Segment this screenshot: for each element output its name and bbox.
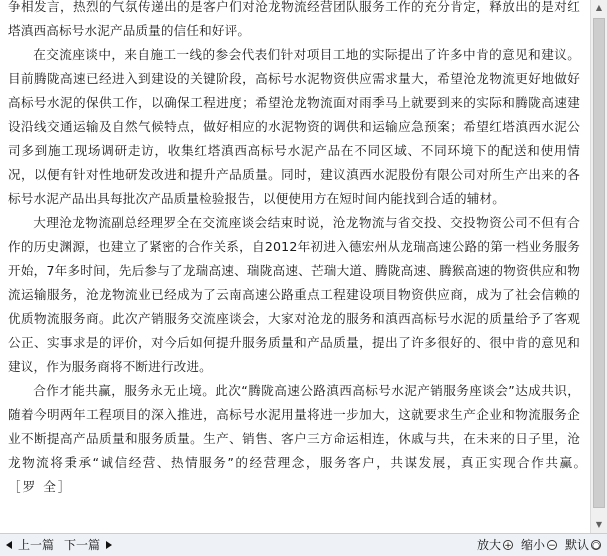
next-article-button[interactable] [64, 534, 112, 556]
prev-article-label: 上一篇 [18, 538, 55, 552]
author-signature: ［罗 全］ [8, 479, 73, 494]
article-footer-bar [0, 533, 607, 556]
zoom-default-button[interactable] [565, 534, 601, 556]
zoom-out-button[interactable] [521, 534, 557, 556]
scroll-down-arrow-icon[interactable]: ▼ [595, 520, 603, 529]
scrollbar-thumb[interactable] [593, 18, 605, 508]
triangle-left-icon [6, 541, 12, 549]
paragraph-3-text: 合作才能共赢，服务永无止境。此次“腾陇高速公路滇西高标号水泥产销服务座谈会”达成共识，随着今明两年工程项目的深入推进，高标号水泥用量将进一步加大，这就要求生产企业和物流服务企业不断提高产品质量和服务质量。生产、销售、客户三方命运相连，休戚与共，在未来的日子里，沧龙物流将秉承“诚信经营、热情服务”的经营理念，服务客户，共谋发展，真正实现合作共赢。 [8, 383, 580, 470]
scroll-up-arrow-icon[interactable]: ▲ [595, 3, 603, 12]
paragraph-1: 在交流座谈中，来自施工一线的参会代表们针对项目工地的实际提出了许多中肯的意见和建议。目前腾陇高速已经进入到建设的关键阶段，高标号水泥物资供应需求量大，希望沧龙物流更好地做好高标号水泥的保供工作，以确保工程进度；希望沧龙物流面对雨季马上就要到来的实际和腾陇高速建设沿线交通运输及自然气候特点，做好相应的水泥物资的调供和运输应急预案；希望红塔滇西水泥公司多到施工现场调研走访，收集红塔滇西高标号水泥产品在不同区域、不同环境下的配送和使用情况，以便有针对性地研发改进和提升产品质量。同时，建议滇西水泥股份有限公司对所生产出来的各标号水泥产品出具每批次产品质量检验报告，以便使用方在短时间内能找到合适的辅材。 [8, 47, 580, 206]
triangle-right-icon [106, 541, 112, 549]
article-nav [6, 534, 112, 556]
zoom-out-label: 缩小 [520, 538, 545, 552]
plus-circle-icon: + [504, 541, 512, 551]
vertical-scrollbar[interactable] [590, 0, 607, 533]
zoom-in-button[interactable] [477, 534, 513, 556]
prev-article-button[interactable] [6, 534, 54, 556]
paragraph-0: 争相发言，热烈的气氛传递出的是客户们对沧龙物流经营团队服务工作的充分肯定，释放出的是对红塔滇西高标号水泥产品质量的信任和好评。 [8, 0, 580, 38]
zoom-controls [477, 534, 601, 556]
minus-circle-icon: − [548, 541, 556, 551]
paragraph-2: 大理沧龙物流副总经理罗全在交流座谈会结束时说，沧龙物流与省交投、交投物资公司不但有合作的历史渊源，也建立了紧密的合作关系，自2012年初进入德宏州从龙瑞高速公路的第一档业务服务开始，7年多时间，先后参与了龙瑞高速、瑞陇高速、芒瑞大道、腾陇高速、腾猴高速的物资供应和物流运输服务，沧龙物流业已经成为了云南高速公路重点工程建设项目物资供应商，成为了社会信赖的优质物流服务商。此次产销服务交流座谈会，大家对沧龙的服务和滇西高标号水泥的质量给予了客观公正、实事求是的评价，对今后如何提升服务质量和产品质量，提出了许多很好的、很中肯的意见和建议，作为服务商将不断进行改进。 [8, 215, 580, 374]
circle-icon: ○ [592, 541, 600, 551]
zoom-default-label: 默认 [564, 538, 589, 552]
zoom-in-label: 放大 [476, 538, 501, 552]
next-article-label: 下一篇 [64, 538, 101, 552]
paragraph-3 [8, 379, 580, 499]
